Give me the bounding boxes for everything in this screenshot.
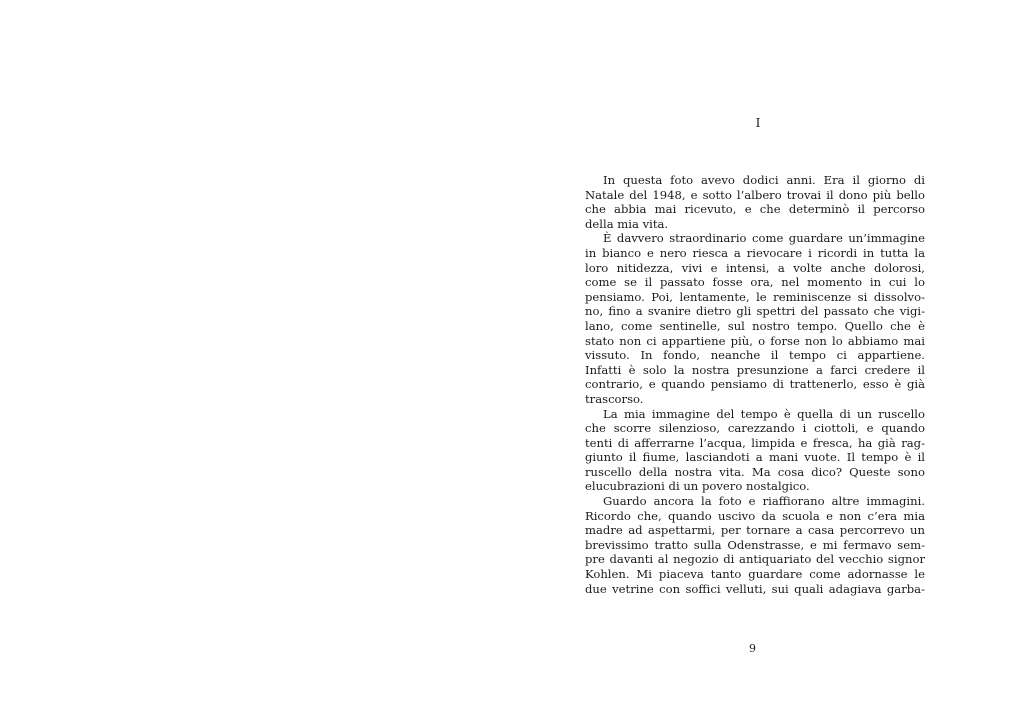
text-line: Natale del 1948, e sotto l’albero trovai il dono più bello — [585, 187, 925, 202]
text-line: brevissimo tratto sulla Odenstrasse, e mi fermavo sem- — [585, 537, 925, 552]
text-line: che abbia mai ricevuto, e che determinò il percorso — [585, 202, 925, 217]
text-line: che scorre silenzioso, carezzando i ciottoli, e quando — [585, 421, 925, 436]
text-line: loro nitidezza, vivi e intensi, a volte anche dolorosi, — [585, 260, 925, 275]
text-line: ruscello della nostra vita. Ma cosa dico? Queste sono — [585, 464, 925, 479]
right-page — [512, 0, 1024, 725]
text-line: no, fino a svanire dietro gli spettri del passato che vigi- — [585, 304, 925, 319]
text-line: tenti di afferrarne l’acqua, limpida e fresca, ha già rag- — [585, 435, 925, 450]
text-line: Infatti è solo la nostra presunzione a farci credere il — [585, 362, 925, 377]
text-line: Guardo ancora la foto e riaffiorano altre immagini. — [603, 494, 925, 509]
text-line: È davvero straordinario come guardare un’immagine — [603, 231, 925, 246]
page-number: 9 — [749, 642, 756, 655]
text-line: della mia vita. — [585, 216, 669, 231]
text-line: in bianco e nero riesca a rievocare i ricordi in tutta la — [585, 245, 925, 260]
text-line: Kohlen. Mi piaceva tanto guardare come adornasse le — [585, 567, 925, 582]
text-line: La mia immagine del tempo è quella di un ruscello — [603, 406, 925, 421]
text-line: madre ad aspettarmi, per tornare a casa percorrevo un — [585, 523, 925, 538]
text-line: trascorso. — [585, 391, 644, 406]
text-line: lano, come sentinelle, sul nostro tempo. Quello che è — [585, 318, 925, 333]
text-line: In questa foto avevo dodici anni. Era il giorno di — [603, 173, 925, 187]
chapter-number-text: I — [755, 116, 761, 130]
text-line: Ricordo che, quando uscivo da scuola e non c’era mia — [585, 508, 925, 523]
text-line: pensiamo. Poi, lentamente, le reminiscenze si dissolvo- — [585, 289, 925, 304]
text-line: stato non ci appartiene più, o forse non lo abbiamo mai — [585, 333, 925, 348]
text-line: giunto il fiume, lasciandoti a mani vuote. Il tempo è il — [585, 450, 925, 465]
text-line: due vetrine con soffici velluti, sui quali adagiava garba- — [585, 581, 925, 596]
text-line: come se il passato fosse ora, nel momento in cui lo — [585, 275, 925, 290]
text-line: vissuto. In fondo, neanche il tempo ci appartiene. — [585, 348, 925, 363]
text-line: contrario, e quando pensiamo di trattenerlo, esso è già — [585, 377, 925, 392]
text-line: elucubrazioni di un povero nostalgico. — [585, 479, 810, 494]
chapter-body-text — [585, 173, 925, 596]
text-line: pre davanti al negozio di antiquariato del vecchio signor — [585, 552, 925, 567]
